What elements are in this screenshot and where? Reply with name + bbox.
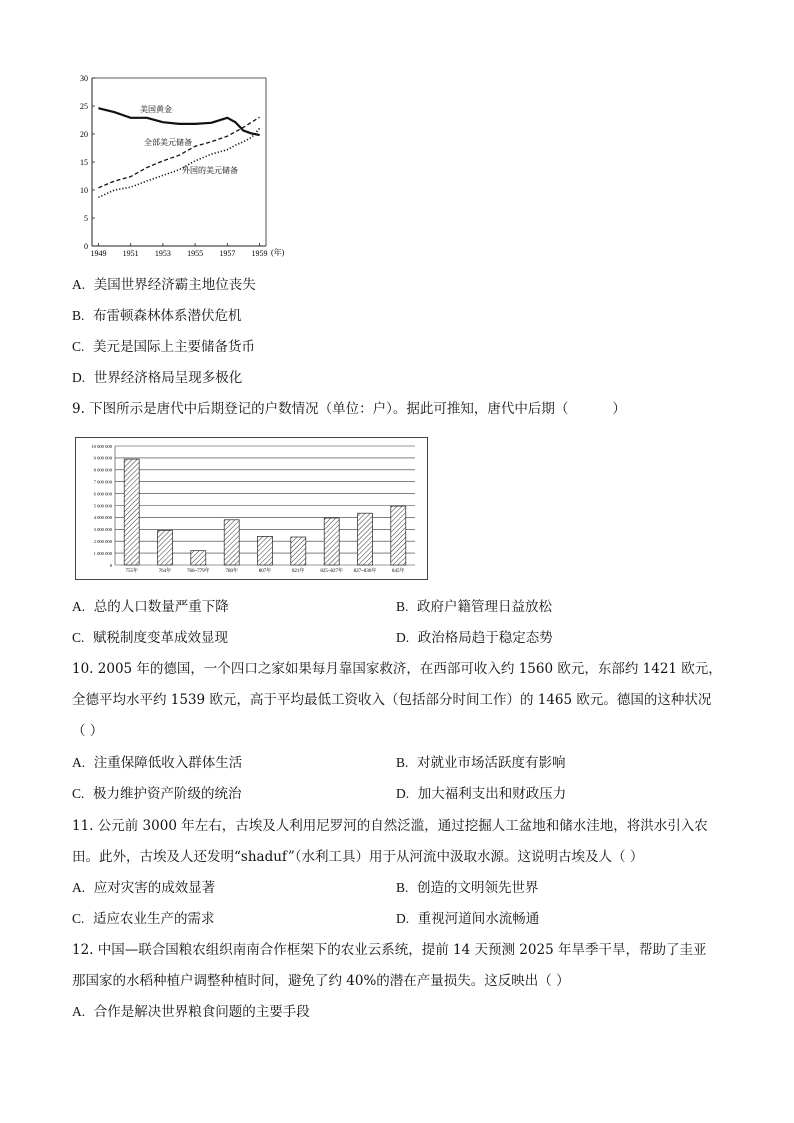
x-tick-label: 764年 [158, 569, 172, 574]
q9-option-b[interactable] [396, 598, 552, 616]
option-text: 布雷顿森林体系潜伏危机 [92, 308, 242, 324]
q11-option-d[interactable] [396, 910, 539, 928]
bar [291, 537, 306, 565]
x-tick-label: 807年 [258, 569, 272, 574]
x-tick-label: 1951 [122, 249, 139, 258]
x-tick-label: 1957 [219, 249, 236, 258]
y-tick-label: 1 000 000 [93, 550, 112, 556]
q11-option-c[interactable] [72, 910, 214, 928]
option-letter: A. [72, 599, 86, 614]
y-tick-label: 4 000 000 [93, 515, 112, 521]
q9-option-a[interactable] [72, 598, 229, 616]
option-text: 美元是国际上主要储备货币 [92, 339, 255, 355]
option-letter: B. [396, 599, 409, 614]
option-text: 合作是解决世界粮食问题的主要手段 [93, 1004, 310, 1020]
x-tick-label: 755年 [125, 569, 138, 574]
y-tick-label: 8 000 000 [93, 467, 112, 473]
option-letter: D. [72, 370, 86, 385]
q9-bracket-close: ） [612, 401, 626, 417]
y-tick-label: 0 [109, 562, 112, 568]
option-letter: D. [396, 786, 410, 801]
q11-option-b[interactable] [396, 879, 538, 897]
q10-option-c[interactable] [72, 785, 241, 803]
q9-option-d[interactable] [396, 629, 553, 647]
option-text: 政府户籍管理日益放松 [416, 599, 552, 615]
option-letter: D. [396, 911, 410, 926]
y-tick-label: 5 [84, 214, 88, 223]
bar [224, 520, 239, 565]
option-letter: C. [72, 786, 85, 801]
x-tick-label: 1955 [187, 249, 204, 258]
q10-stem-line3: （ ） [72, 723, 104, 739]
y-tick-label: 3 000 000 [93, 527, 112, 533]
q8-option-c[interactable] [72, 338, 255, 356]
option-text: 总的人口数量严重下降 [93, 599, 229, 615]
q11-stem-line1: 11. 公元前 3000 年左右，古埃及人利用尼罗河的自然泛滥，通过挖掘人工盆地和储水洼地，将洪水引入农 [72, 818, 708, 834]
bar [358, 513, 373, 565]
y-tick-label: 9 000 000 [93, 455, 112, 461]
q11-option-a[interactable] [72, 879, 215, 897]
option-text: 注重保障低收入群体生活 [93, 755, 243, 771]
option-letter: A. [72, 277, 86, 292]
y-tick-label: 20 [80, 130, 88, 139]
q12-option-a[interactable] [72, 1003, 310, 1021]
q12-stem-line1: 12. 中国—联合国粮农组织南南合作框架下的农业云系统，提前 14 天预测 2025 年旱季干旱，帮助了圭亚 [72, 942, 707, 958]
q10-stem-line1: 10. 2005 年的德国，一个四口之家如果每月靠国家救济，在西部可收入约 1560 欧元，东部约 1421 欧元， [72, 661, 722, 677]
q10-option-a[interactable] [72, 754, 242, 772]
q9-stem [72, 400, 626, 418]
x-tick-label: 1949 [90, 249, 107, 258]
bar [324, 518, 339, 565]
option-text: 赋税制度变革成效显现 [92, 630, 228, 646]
option-letter: C. [72, 339, 85, 354]
q8-option-a[interactable] [72, 276, 256, 294]
bar [258, 536, 273, 565]
x-tick-label: 780年 [225, 569, 238, 574]
y-tick-label: 2 000 000 [93, 539, 112, 544]
q8-option-b[interactable] [72, 307, 241, 325]
q12-stem-line2: 那国家的水稻种植户调整种植时间，避免了约 40%的潜在产量损失。这反映出（ ） [72, 973, 570, 989]
y-tick-label: 10 000 000 [91, 443, 112, 449]
option-letter: D. [396, 630, 410, 645]
option-letter: A. [72, 1004, 86, 1019]
option-letter: A. [72, 880, 86, 895]
y-tick-label: 5 000 000 [93, 503, 112, 509]
y-tick-label: 0 [84, 242, 88, 251]
x-tick-label: 821年 [292, 569, 305, 574]
y-tick-label: 30 [80, 74, 88, 83]
q10-stem-line2: 全德平均水平约 1539 欧元，高于平均最低工资收入（包括部分时间工作）的 1465 欧元。德国的这种状况 [72, 692, 712, 708]
option-text: 应对灾害的成效显著 [93, 880, 216, 896]
households-bar-chart [75, 437, 428, 580]
option-letter: A. [72, 755, 86, 770]
option-letter: B. [72, 308, 85, 323]
q9-option-c[interactable] [72, 629, 228, 647]
option-text: 政治格局趋于稳定态势 [417, 630, 553, 646]
y-tick-label: 6 000 000 [93, 491, 112, 497]
option-letter: C. [72, 630, 85, 645]
series-label-total-dollar-reserves: 全部美元储备 [144, 138, 192, 147]
option-letter: B. [396, 880, 409, 895]
series-label-foreign-dollar-reserves: 外国的美元储备 [182, 166, 238, 175]
y-tick-label: 15 [80, 158, 88, 167]
x-tick-label: 766~779年 [186, 569, 210, 574]
y-tick-label: 10 [80, 186, 88, 195]
option-text: 美国世界经济霸主地位丧失 [93, 277, 256, 293]
y-tick-label: 7 000 000 [93, 479, 112, 485]
option-letter: B. [396, 755, 409, 770]
q10-option-d[interactable] [396, 785, 566, 803]
option-text: 世界经济格局呈现多极化 [93, 370, 243, 386]
bar [158, 531, 173, 566]
option-letter: C. [72, 911, 85, 926]
series-line-2 [98, 117, 259, 188]
x-tick-label: 825~827年 [320, 569, 344, 574]
option-text: 对就业市场活跃度有影响 [416, 755, 566, 771]
q8-option-d[interactable] [72, 369, 242, 387]
x-tick-label: 845年 [392, 569, 405, 574]
option-text: 重视河道间水流畅通 [417, 911, 540, 927]
bar [191, 551, 206, 565]
bar [124, 459, 139, 565]
reserves-line-chart [68, 70, 298, 265]
option-text: 极力维护资产阶级的统治 [92, 786, 242, 802]
option-text: 适应农业生产的需求 [92, 911, 215, 927]
q9-stem-text: 9. 下图所示是唐代中后期登记的户数情况（单位：户）。据此可推知，唐代中后期（ [72, 401, 569, 417]
option-text: 创造的文明领先世界 [416, 880, 539, 896]
q11-stem-line2: 田。此外，古埃及人还发明“shaduf”（水利工具）用于从河流中汲取水源。这说明古埃及人（ ） [72, 849, 644, 865]
option-text: 加大福利支出和财政压力 [417, 786, 567, 802]
y-tick-label: 25 [80, 102, 88, 111]
q10-option-b[interactable] [396, 754, 565, 772]
x-tick-label: 1959 [251, 249, 268, 258]
series-line-1 [98, 108, 259, 135]
x-tick-label: 1953 [154, 249, 171, 258]
bar [391, 506, 406, 565]
x-axis-unit: (年) [271, 248, 285, 257]
x-tick-label: 827~836年 [353, 569, 377, 574]
series-label-us-gold: 美国黄金 [140, 105, 172, 114]
